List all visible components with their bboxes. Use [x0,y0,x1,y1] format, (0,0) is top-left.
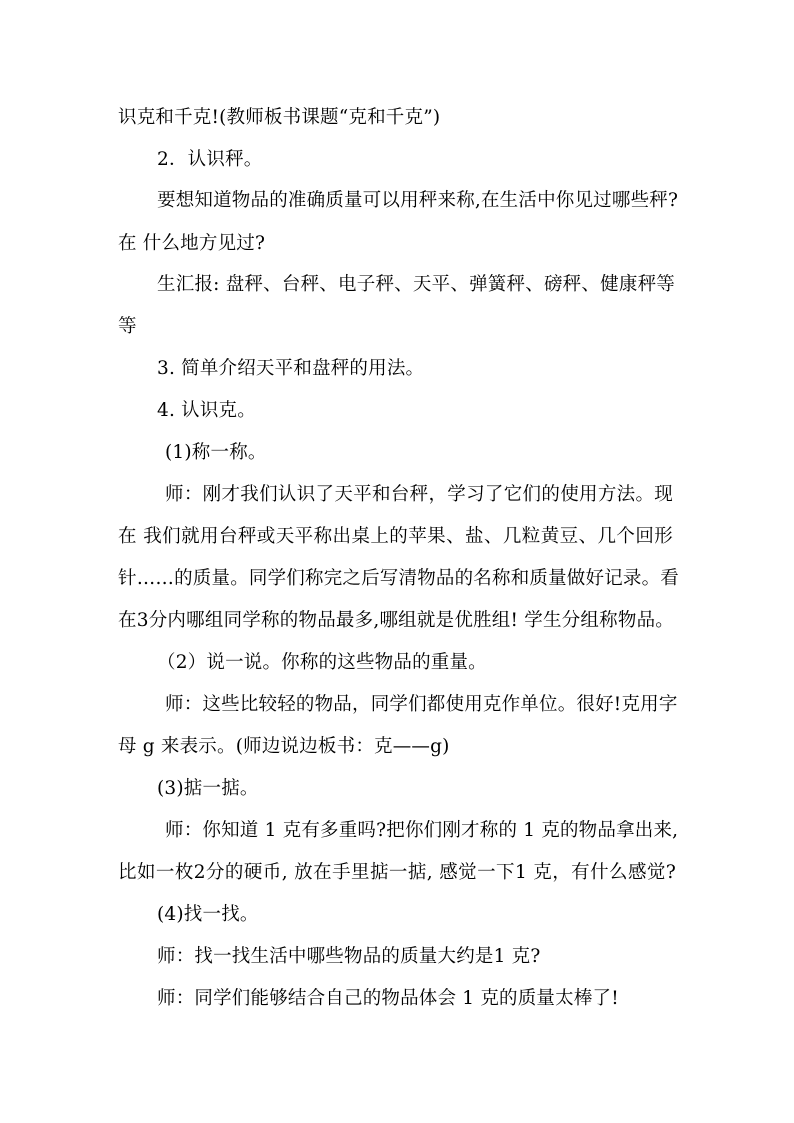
text-line-13: 在3分内哪组同学称的物品最多,哪组就是优胜组! 学生分组称物品。 [118,610,674,631]
text-line-2: 2．认识秤。 [157,149,263,170]
text-line-22: 师：同学们能够结合自己的物品体会 1 克的质量太棒了! [157,988,619,1009]
text-line-16: 母 g 来表示。(师边说边板书：克——g) [118,736,450,757]
text-line-1: 识克和千克!(教师板书课题“克和千克”) [118,107,441,128]
text-line-3: 要想知道物品的准确质量可以用秤来称,在生活中你见过哪些秤? [157,190,679,211]
text-line-7: 3. 简单介绍天平和盘秤的用法。 [157,358,425,379]
text-line-19: 比如一枚2分的硬币, 放在手里掂一掂, 感觉一下1 克，有什么感觉? [118,862,676,883]
text-line-15: 师：这些比较轻的物品，同学们都使用克作单位。很好!克用字 [165,694,678,715]
text-line-10: 师：刚才我们认识了天平和台秤，学习了它们的使用方法。现 [165,484,673,505]
text-line-12: 针……的质量。同学们称完之后写清物品的名称和质量做好记录。看 [118,568,680,589]
text-line-4: 在 什么地方见过? [118,233,266,254]
text-line-14: （2）说一说。你称的这些物品的重量。 [157,652,487,673]
text-line-11: 在 我们就用台秤或天平称出桌上的苹果、盐、几粒黄豆、几个回形 [118,526,673,547]
text-line-6: 等 [118,316,137,337]
text-line-17: (3)掂一掂。 [157,778,259,799]
text-line-8: 4. 认识克。 [157,400,256,421]
text-line-21: 师：找一找生活中哪些物品的质量大约是1 克? [157,946,541,967]
text-line-20: (4)找一找。 [157,904,259,925]
text-line-9: (1)称一称。 [165,442,267,463]
text-line-5: 生汇报: 盘秤、台秤、电子秤、天平、弹簧秤、磅秤、健康秤等 [157,274,675,295]
text-line-18: 师：你知道 1 克有多重吗?把你们刚才称的 1 克的物品拿出来, [165,820,679,841]
